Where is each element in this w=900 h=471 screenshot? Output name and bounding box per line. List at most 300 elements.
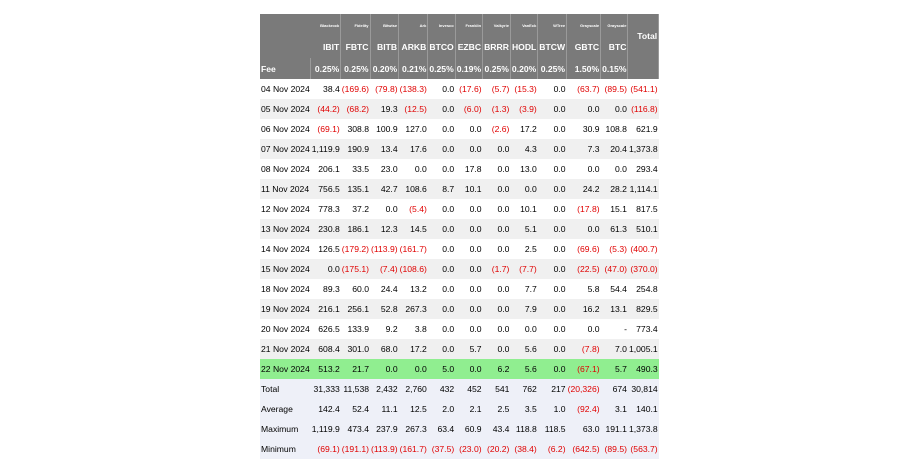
flow-value: 0.0 bbox=[483, 319, 511, 339]
flow-value: 0.0 bbox=[538, 339, 567, 359]
summary-value: 60.9 bbox=[455, 419, 482, 439]
flow-value: (175.1) bbox=[341, 259, 370, 279]
row-total: 1,114.1 bbox=[628, 179, 659, 199]
flow-value: 4.3 bbox=[510, 139, 537, 159]
flow-value: 0.0 bbox=[455, 299, 482, 319]
row-date: 06 Nov 2024 bbox=[260, 119, 311, 139]
summary-label: Maximum bbox=[260, 419, 311, 439]
flow-value: (179.2) bbox=[341, 239, 370, 259]
flow-value: 33.5 bbox=[341, 159, 370, 179]
flow-value: 17.6 bbox=[399, 139, 428, 159]
flow-value: 0.0 bbox=[483, 299, 511, 319]
flow-value: 0.0 bbox=[538, 299, 567, 319]
flow-value: 5.0 bbox=[428, 359, 455, 379]
summary-value: 2.0 bbox=[428, 399, 455, 419]
summary-value: (191.1) bbox=[341, 439, 370, 459]
summary-label: Minimum bbox=[260, 439, 311, 459]
flow-value: 24.2 bbox=[567, 179, 601, 199]
flow-value: (44.2) bbox=[311, 99, 341, 119]
flow-value: 133.9 bbox=[341, 319, 370, 339]
flow-value: (15.3) bbox=[510, 79, 537, 99]
flow-value: 0.0 bbox=[455, 279, 482, 299]
flow-value: (3.9) bbox=[510, 99, 537, 119]
summary-value: 11,538 bbox=[341, 379, 370, 399]
flow-value: 30.9 bbox=[567, 119, 601, 139]
row-total: 1,005.1 bbox=[628, 339, 659, 359]
ticker-header: BITB bbox=[370, 36, 399, 58]
summary-value: (642.5) bbox=[567, 439, 601, 459]
summary-value: 674 bbox=[601, 379, 628, 399]
summary-value: 2.1 bbox=[455, 399, 482, 419]
row-total: (400.7) bbox=[628, 239, 659, 259]
issuer-header: Blackrock bbox=[311, 14, 341, 36]
summary-value: (113.9) bbox=[370, 439, 399, 459]
flow-value: 186.1 bbox=[341, 219, 370, 239]
flow-value: 0.0 bbox=[601, 159, 628, 179]
flow-value: 0.0 bbox=[428, 119, 455, 139]
summary-value: 237.9 bbox=[370, 419, 399, 439]
row-date: 07 Nov 2024 bbox=[260, 139, 311, 159]
summary-value: 3.5 bbox=[510, 399, 537, 419]
flow-value: 0.0 bbox=[538, 179, 567, 199]
fee-value: 0.20% bbox=[510, 58, 537, 79]
summary-value: 1,119.9 bbox=[311, 419, 341, 439]
flow-value: 0.0 bbox=[601, 99, 628, 119]
flow-value: 10.1 bbox=[455, 179, 482, 199]
table-header bbox=[260, 14, 659, 79]
summary-value: 31,333 bbox=[311, 379, 341, 399]
table-row bbox=[260, 279, 659, 299]
flow-value: 127.0 bbox=[399, 119, 428, 139]
table-row bbox=[260, 79, 659, 99]
flow-value: 68.0 bbox=[370, 339, 399, 359]
header-corner bbox=[260, 36, 311, 58]
flow-value: 0.0 bbox=[483, 339, 511, 359]
flow-value: 0.0 bbox=[567, 219, 601, 239]
flow-value: 626.5 bbox=[311, 319, 341, 339]
flow-value: (5.7) bbox=[483, 79, 511, 99]
flow-value: 126.5 bbox=[311, 239, 341, 259]
row-total: 1,373.8 bbox=[628, 139, 659, 159]
flow-value: 0.0 bbox=[428, 79, 455, 99]
ticker-header: BTCO bbox=[428, 36, 455, 58]
row-date: 22 Nov 2024 bbox=[260, 359, 311, 379]
flow-value: 9.2 bbox=[370, 319, 399, 339]
flow-value: 17.8 bbox=[455, 159, 482, 179]
ticker-header: BRRR bbox=[483, 36, 511, 58]
summary-row bbox=[260, 419, 659, 439]
summary-value: 63.4 bbox=[428, 419, 455, 439]
summary-value: 473.4 bbox=[341, 419, 370, 439]
row-date: 08 Nov 2024 bbox=[260, 159, 311, 179]
flow-value: 0.0 bbox=[455, 359, 482, 379]
row-date: 20 Nov 2024 bbox=[260, 319, 311, 339]
summary-value: 2.5 bbox=[483, 399, 511, 419]
row-total: 510.1 bbox=[628, 219, 659, 239]
table-row bbox=[260, 179, 659, 199]
summary-value: 2,432 bbox=[370, 379, 399, 399]
flow-value: 0.0 bbox=[428, 299, 455, 319]
fee-label: Fee bbox=[260, 58, 311, 79]
row-total: 490.3 bbox=[628, 359, 659, 379]
flow-value: 0.0 bbox=[428, 239, 455, 259]
flow-value: 0.0 bbox=[483, 179, 511, 199]
summary-value: 12.5 bbox=[399, 399, 428, 419]
flow-value: (1.7) bbox=[483, 259, 511, 279]
flow-value: (2.6) bbox=[483, 119, 511, 139]
flow-value: 0.0 bbox=[428, 139, 455, 159]
row-date: 12 Nov 2024 bbox=[260, 199, 311, 219]
flow-value: 230.8 bbox=[311, 219, 341, 239]
flow-value: 5.1 bbox=[510, 219, 537, 239]
row-date: 21 Nov 2024 bbox=[260, 339, 311, 359]
flow-value: 0.0 bbox=[538, 279, 567, 299]
flow-value: 100.9 bbox=[370, 119, 399, 139]
flow-value: 608.4 bbox=[311, 339, 341, 359]
summary-value: 140.1 bbox=[628, 399, 659, 419]
row-date: 19 Nov 2024 bbox=[260, 299, 311, 319]
flow-value: 6.2 bbox=[483, 359, 511, 379]
issuer-row bbox=[260, 14, 659, 36]
flow-value: 12.3 bbox=[370, 219, 399, 239]
summary-value: (89.5) bbox=[601, 439, 628, 459]
flow-value: 0.0 bbox=[483, 199, 511, 219]
issuer-header: Bitwise bbox=[370, 14, 399, 36]
summary-label: Total bbox=[260, 379, 311, 399]
row-total: 293.4 bbox=[628, 159, 659, 179]
flow-value: (69.6) bbox=[567, 239, 601, 259]
row-total: 254.8 bbox=[628, 279, 659, 299]
ticker-header: BTCW bbox=[538, 36, 567, 58]
fee-row bbox=[260, 58, 659, 79]
issuer-header: Grayscale bbox=[601, 14, 628, 36]
flow-value: 7.3 bbox=[567, 139, 601, 159]
summary-value: 762 bbox=[510, 379, 537, 399]
summary-value: 52.4 bbox=[341, 399, 370, 419]
flow-value: 0.0 bbox=[399, 359, 428, 379]
etf-flow-table bbox=[260, 14, 659, 459]
flow-value: 108.8 bbox=[601, 119, 628, 139]
summary-value: (23.0) bbox=[455, 439, 482, 459]
flow-value: 0.0 bbox=[428, 99, 455, 119]
flow-value: (47.0) bbox=[601, 259, 628, 279]
flow-value: 0.0 bbox=[510, 319, 537, 339]
flow-value: 17.2 bbox=[399, 339, 428, 359]
ticker-header: FBTC bbox=[341, 36, 370, 58]
summary-value: (161.7) bbox=[399, 439, 428, 459]
flow-value: (12.5) bbox=[399, 99, 428, 119]
row-date: 14 Nov 2024 bbox=[260, 239, 311, 259]
issuer-header: Invesco bbox=[428, 14, 455, 36]
flow-value: 13.1 bbox=[601, 299, 628, 319]
flow-value: 0.0 bbox=[538, 239, 567, 259]
row-date: 11 Nov 2024 bbox=[260, 179, 311, 199]
table-row bbox=[260, 239, 659, 259]
flow-value: 20.4 bbox=[601, 139, 628, 159]
summary-value: (69.1) bbox=[311, 439, 341, 459]
summary-value: 191.1 bbox=[601, 419, 628, 439]
flow-value: 61.3 bbox=[601, 219, 628, 239]
table-row bbox=[260, 299, 659, 319]
summary-value: (20.2) bbox=[483, 439, 511, 459]
issuer-header: WTree bbox=[538, 14, 567, 36]
flow-value: (169.6) bbox=[341, 79, 370, 99]
flow-value: 0.0 bbox=[455, 319, 482, 339]
flow-value: 0.0 bbox=[428, 199, 455, 219]
flow-value: 256.1 bbox=[341, 299, 370, 319]
flow-value: 0.0 bbox=[455, 259, 482, 279]
flow-value: 0.0 bbox=[428, 319, 455, 339]
flow-value: 0.0 bbox=[538, 99, 567, 119]
ticker-header: ARKB bbox=[399, 36, 428, 58]
table-row bbox=[260, 339, 659, 359]
fee-value: 0.20% bbox=[370, 58, 399, 79]
fee-value: 0.25% bbox=[311, 58, 341, 79]
flow-value: 1,119.9 bbox=[311, 139, 341, 159]
summary-value: 118.8 bbox=[510, 419, 537, 439]
header-corner bbox=[260, 14, 311, 36]
summary-value: (92.4) bbox=[567, 399, 601, 419]
table-row bbox=[260, 139, 659, 159]
flow-value: (138.3) bbox=[399, 79, 428, 99]
summary-value: (6.2) bbox=[538, 439, 567, 459]
summary-value: 432 bbox=[428, 379, 455, 399]
fee-value: 0.25% bbox=[538, 58, 567, 79]
flow-value: 0.0 bbox=[455, 119, 482, 139]
flow-value: 135.1 bbox=[341, 179, 370, 199]
flow-value: 0.0 bbox=[483, 239, 511, 259]
flow-value: (17.8) bbox=[567, 199, 601, 219]
fee-value: 0.21% bbox=[399, 58, 428, 79]
flow-value: 8.7 bbox=[428, 179, 455, 199]
summary-value: (38.4) bbox=[510, 439, 537, 459]
flow-value: (1.3) bbox=[483, 99, 511, 119]
flow-value: 0.0 bbox=[538, 79, 567, 99]
flow-value: 14.5 bbox=[399, 219, 428, 239]
flow-value: 267.3 bbox=[399, 299, 428, 319]
flow-value: 0.0 bbox=[483, 219, 511, 239]
summary-value: 541 bbox=[483, 379, 511, 399]
row-total: (541.1) bbox=[628, 79, 659, 99]
flow-value: 13.0 bbox=[510, 159, 537, 179]
summary-value: 267.3 bbox=[399, 419, 428, 439]
table-row bbox=[260, 219, 659, 239]
flow-value: 0.0 bbox=[428, 279, 455, 299]
row-date: 18 Nov 2024 bbox=[260, 279, 311, 299]
summary-value: 11.1 bbox=[370, 399, 399, 419]
flow-value: 2.5 bbox=[510, 239, 537, 259]
row-total: 829.5 bbox=[628, 299, 659, 319]
flow-value: (108.6) bbox=[399, 259, 428, 279]
row-total: 817.5 bbox=[628, 199, 659, 219]
flow-value: 0.0 bbox=[399, 159, 428, 179]
flow-value: 0.0 bbox=[538, 199, 567, 219]
flow-value: 89.3 bbox=[311, 279, 341, 299]
issuer-header: VanEck bbox=[510, 14, 537, 36]
flow-value: (79.8) bbox=[370, 79, 399, 99]
summary-row bbox=[260, 399, 659, 419]
flow-value: 3.8 bbox=[399, 319, 428, 339]
flow-value: 190.9 bbox=[341, 139, 370, 159]
flow-value: 206.1 bbox=[311, 159, 341, 179]
ticker-row bbox=[260, 36, 659, 58]
ticker-header: IBIT bbox=[311, 36, 341, 58]
flow-value: 0.0 bbox=[538, 159, 567, 179]
flow-value: (161.7) bbox=[399, 239, 428, 259]
summary-value: 3.1 bbox=[601, 399, 628, 419]
flow-value: 24.4 bbox=[370, 279, 399, 299]
flow-value: 0.0 bbox=[483, 159, 511, 179]
flow-value: 216.1 bbox=[311, 299, 341, 319]
flow-value: 0.0 bbox=[455, 139, 482, 159]
flow-value: 0.0 bbox=[538, 259, 567, 279]
flow-value: 0.0 bbox=[428, 159, 455, 179]
flow-value: (5.4) bbox=[399, 199, 428, 219]
flow-value: 5.7 bbox=[455, 339, 482, 359]
issuer-header: Grayscale bbox=[567, 14, 601, 36]
fee-value: 0.25% bbox=[483, 58, 511, 79]
flow-value: 0.0 bbox=[567, 319, 601, 339]
issuer-header: Valkyrie bbox=[483, 14, 511, 36]
flow-value: 0.0 bbox=[538, 219, 567, 239]
flow-value: (113.9) bbox=[370, 239, 399, 259]
flow-value: 756.5 bbox=[311, 179, 341, 199]
flow-value: 0.0 bbox=[311, 259, 341, 279]
flow-value: (69.1) bbox=[311, 119, 341, 139]
flow-value: 17.2 bbox=[510, 119, 537, 139]
flow-value: (7.7) bbox=[510, 259, 537, 279]
flow-value: 0.0 bbox=[428, 259, 455, 279]
issuer-header: Ark bbox=[399, 14, 428, 36]
flow-value: (7.4) bbox=[370, 259, 399, 279]
table-row bbox=[260, 99, 659, 119]
row-date: 13 Nov 2024 bbox=[260, 219, 311, 239]
flow-value: 0.0 bbox=[483, 139, 511, 159]
daily-flows bbox=[260, 79, 659, 379]
flow-value: 5.6 bbox=[510, 339, 537, 359]
ticker-header: EZBC bbox=[455, 36, 482, 58]
flow-value: 13.2 bbox=[399, 279, 428, 299]
summary-rows bbox=[260, 379, 659, 459]
flow-value: (6.0) bbox=[455, 99, 482, 119]
fee-value: 0.25% bbox=[341, 58, 370, 79]
row-total: (370.0) bbox=[628, 259, 659, 279]
flow-value: (22.5) bbox=[567, 259, 601, 279]
table-row bbox=[260, 359, 659, 379]
row-total: (116.8) bbox=[628, 99, 659, 119]
flow-value: (89.5) bbox=[601, 79, 628, 99]
issuer-header: Fidelity bbox=[341, 14, 370, 36]
flow-value: 0.0 bbox=[455, 219, 482, 239]
flow-value: 60.0 bbox=[341, 279, 370, 299]
table-row bbox=[260, 319, 659, 339]
row-total: 621.9 bbox=[628, 119, 659, 139]
flow-value: 0.0 bbox=[538, 139, 567, 159]
flow-value: 7.0 bbox=[601, 339, 628, 359]
flow-value: (68.2) bbox=[341, 99, 370, 119]
flow-value: 52.8 bbox=[370, 299, 399, 319]
flow-value: 0.0 bbox=[370, 359, 399, 379]
fee-value: 1.50% bbox=[567, 58, 601, 79]
fee-value: 0.19% bbox=[455, 58, 482, 79]
flow-value: 13.4 bbox=[370, 139, 399, 159]
flow-value: 7.9 bbox=[510, 299, 537, 319]
flow-value: 21.7 bbox=[341, 359, 370, 379]
flow-value: 19.3 bbox=[370, 99, 399, 119]
flow-value: 7.7 bbox=[510, 279, 537, 299]
summary-value: 217 bbox=[538, 379, 567, 399]
flow-value: - bbox=[601, 319, 628, 339]
summary-value: (20,326) bbox=[567, 379, 601, 399]
ticker-header: BTC bbox=[601, 36, 628, 58]
flow-value: 28.2 bbox=[601, 179, 628, 199]
row-date: 05 Nov 2024 bbox=[260, 99, 311, 119]
summary-value: (563.7) bbox=[628, 439, 659, 459]
table-row bbox=[260, 199, 659, 219]
flow-value: 5.6 bbox=[510, 359, 537, 379]
flow-value: 0.0 bbox=[538, 359, 567, 379]
flow-value: 37.2 bbox=[341, 199, 370, 219]
flow-value: (17.6) bbox=[455, 79, 482, 99]
flow-value: (63.7) bbox=[567, 79, 601, 99]
flow-value: 778.3 bbox=[311, 199, 341, 219]
summary-row bbox=[260, 439, 659, 459]
flow-value: 10.1 bbox=[510, 199, 537, 219]
flow-value: 16.2 bbox=[567, 299, 601, 319]
summary-value: 142.4 bbox=[311, 399, 341, 419]
flow-value: 0.0 bbox=[455, 199, 482, 219]
flow-value: 15.1 bbox=[601, 199, 628, 219]
flow-value: 108.6 bbox=[399, 179, 428, 199]
summary-value: 118.5 bbox=[538, 419, 567, 439]
row-total: 773.4 bbox=[628, 319, 659, 339]
flow-value: 54.4 bbox=[601, 279, 628, 299]
flow-value: (67.1) bbox=[567, 359, 601, 379]
fee-value: 0.25% bbox=[428, 58, 455, 79]
flow-value: 0.0 bbox=[538, 119, 567, 139]
row-date: 04 Nov 2024 bbox=[260, 79, 311, 99]
row-date: 15 Nov 2024 bbox=[260, 259, 311, 279]
fee-total-blank bbox=[628, 58, 659, 79]
fee-value: 0.15% bbox=[601, 58, 628, 79]
summary-value: 63.0 bbox=[567, 419, 601, 439]
ticker-header: GBTC bbox=[567, 36, 601, 58]
summary-value: 452 bbox=[455, 379, 482, 399]
flow-value: 308.8 bbox=[341, 119, 370, 139]
summary-value: 1.0 bbox=[538, 399, 567, 419]
flow-value: 42.7 bbox=[370, 179, 399, 199]
flow-value: 0.0 bbox=[567, 159, 601, 179]
summary-label: Average bbox=[260, 399, 311, 419]
flow-value: 5.7 bbox=[601, 359, 628, 379]
flow-value: 0.0 bbox=[483, 279, 511, 299]
ticker-header: HODL bbox=[510, 36, 537, 58]
summary-row bbox=[260, 379, 659, 399]
flow-value: 5.8 bbox=[567, 279, 601, 299]
flow-value: 0.0 bbox=[428, 339, 455, 359]
flow-value: 301.0 bbox=[341, 339, 370, 359]
summary-value: 30,814 bbox=[628, 379, 659, 399]
flow-value: 513.2 bbox=[311, 359, 341, 379]
flow-value: (5.3) bbox=[601, 239, 628, 259]
flow-value: 23.0 bbox=[370, 159, 399, 179]
flow-value: 0.0 bbox=[510, 179, 537, 199]
flow-value: 0.0 bbox=[370, 199, 399, 219]
summary-value: 43.4 bbox=[483, 419, 511, 439]
summary-value: (37.5) bbox=[428, 439, 455, 459]
summary-value: 1,373.8 bbox=[628, 419, 659, 439]
flow-value: 0.0 bbox=[538, 319, 567, 339]
